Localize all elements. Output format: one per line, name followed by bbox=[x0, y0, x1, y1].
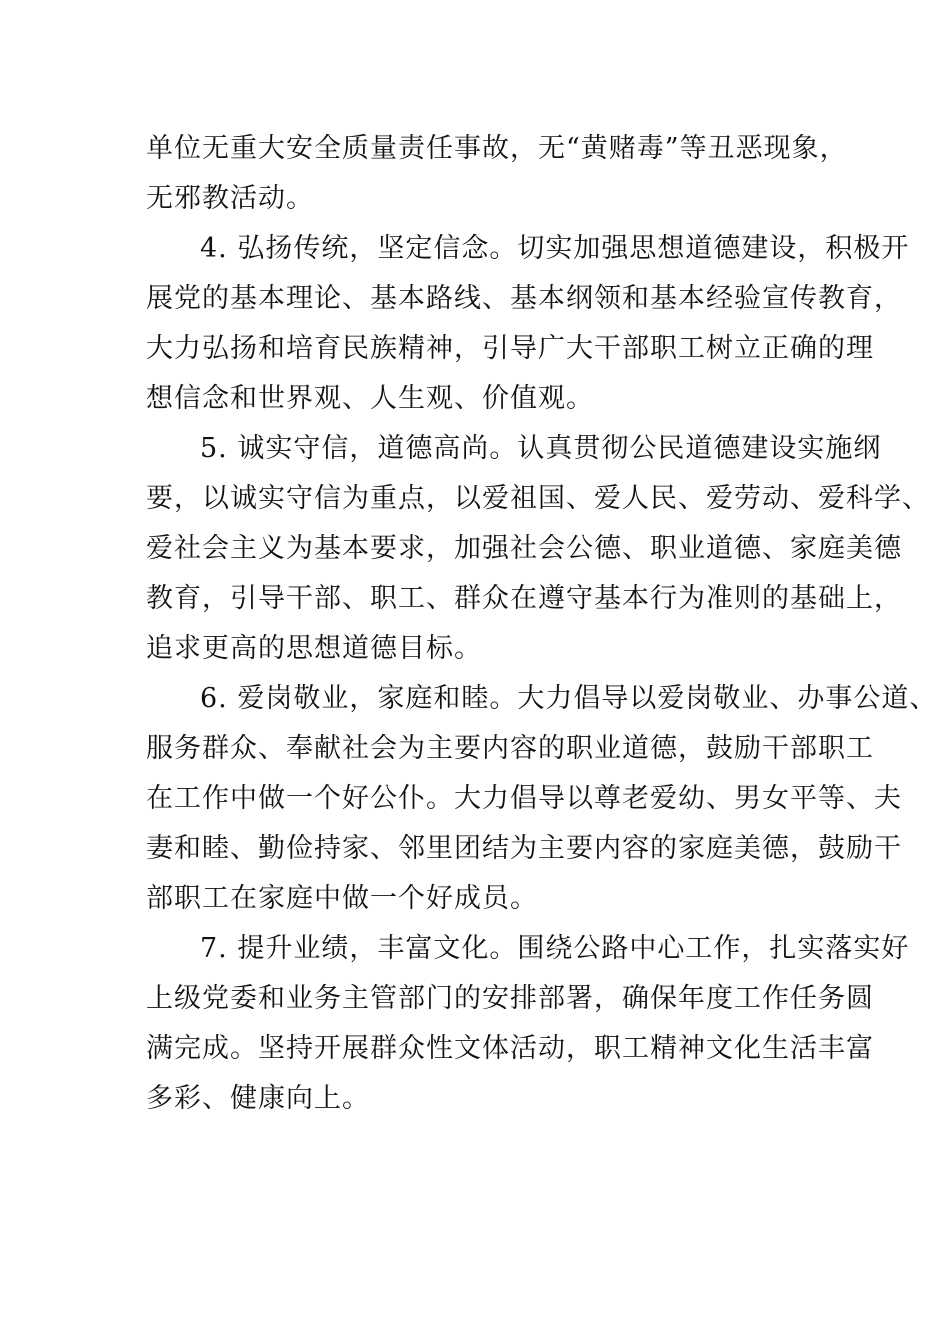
item-5-heading-line: 5. 诚实守信，道德高尚。认真贯彻公民道德建设实施纲 bbox=[200, 433, 882, 464]
text-line: 单位无重大安全质量责任事故，无“黄赌毒”等丑恶现象， bbox=[146, 133, 848, 164]
text-line: 要，以诚实守信为重点，以爱祖国、爱人民、爱劳动、爱科学、 bbox=[146, 483, 930, 514]
item-4-heading-line: 4. 弘扬传统，坚定信念。切实加强思想道德建设，积极开 bbox=[200, 233, 910, 264]
text-line: 上级党委和业务主管部门的安排部署，确保年度工作任务圆 bbox=[146, 983, 874, 1014]
text-line: 部职工在家庭中做一个好成员。 bbox=[146, 883, 538, 914]
text-line: 服务群众、奉献社会为主要内容的职业道德，鼓励干部职工 bbox=[146, 733, 874, 764]
text-line: 满完成。坚持开展群众性文体活动，职工精神文化生活丰富 bbox=[146, 1033, 874, 1064]
text-line: 爱社会主义为基本要求，加强社会公德、职业道德、家庭美德 bbox=[146, 533, 902, 564]
text-line: 大力弘扬和培育民族精神，引导广大干部职工树立正确的理 bbox=[146, 333, 874, 364]
text-line: 妻和睦、勤俭持家、邻里团结为主要内容的家庭美德，鼓励干 bbox=[146, 833, 902, 864]
body-text bbox=[146, 124, 938, 1124]
text-line: 无邪教活动。 bbox=[146, 183, 314, 214]
text-line: 想信念和世界观、人生观、价值观。 bbox=[146, 383, 594, 414]
text-line: 多彩、健康向上。 bbox=[146, 1083, 370, 1114]
item-7-heading-line: 7. 提升业绩，丰富文化。围绕公路中心工作，扎实落实好 bbox=[200, 933, 910, 964]
text-line: 在工作中做一个好公仆。大力倡导以尊老爱幼、男女平等、夫 bbox=[146, 783, 902, 814]
text-line: 追求更高的思想道德目标。 bbox=[146, 633, 482, 664]
text-line: 展党的基本理论、基本路线、基本纲领和基本经验宣传教育， bbox=[146, 283, 902, 314]
item-6-heading-line: 6. 爱岗敬业，家庭和睦。大力倡导以爱岗敬业、办事公道、 bbox=[200, 683, 938, 714]
text-line: 教育，引导干部、职工、群众在遵守基本行为准则的基础上， bbox=[146, 583, 902, 614]
